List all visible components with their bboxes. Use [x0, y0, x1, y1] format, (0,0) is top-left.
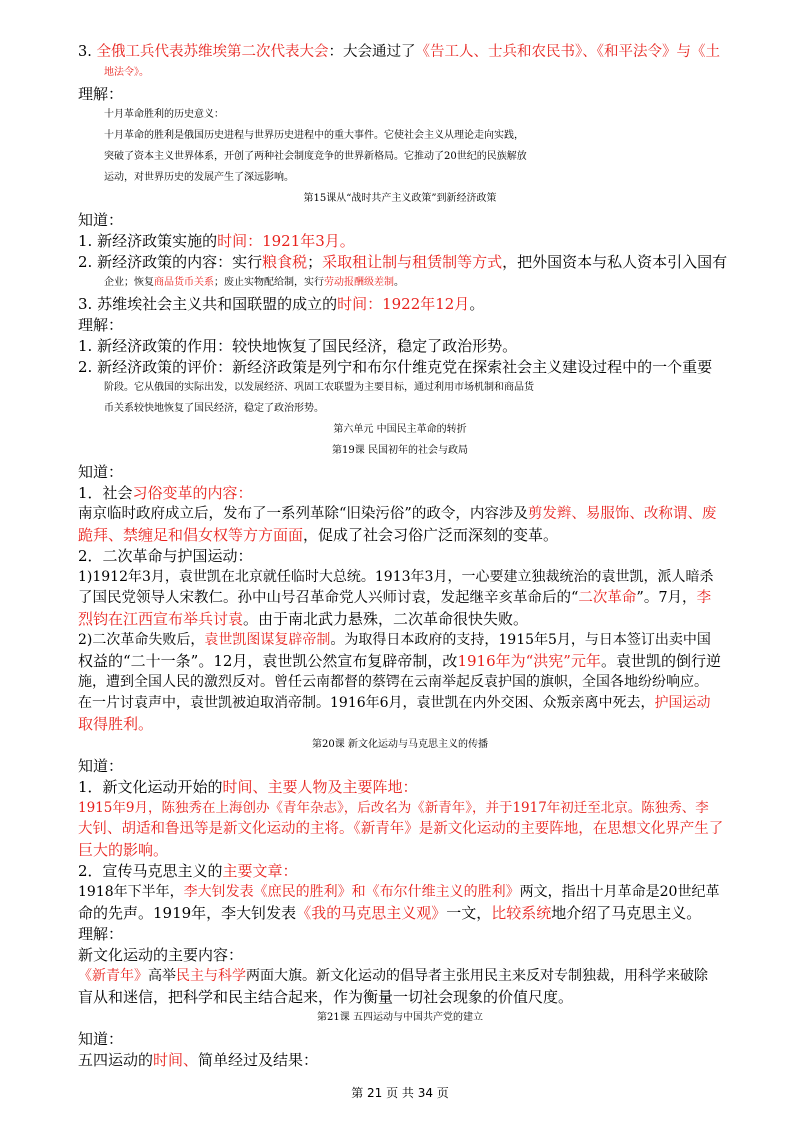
- body-text: 十月革命胜利的历史意义：: [104, 109, 224, 120]
- body-text: 理解：: [78, 85, 124, 103]
- body-text: 五四运动的: [78, 1051, 154, 1069]
- body-text: 3. 苏维埃社会主义共和国联盟的成立的: [78, 295, 338, 313]
- body-text: ；: [307, 253, 323, 271]
- highlighted-text: 时间、主要人物及主要阵地：: [222, 778, 418, 796]
- body-text: 知道：: [78, 463, 124, 481]
- body-text: 2．二次革命与护国运动：: [78, 547, 253, 565]
- highlighted-text: 商品货币关系: [154, 277, 214, 288]
- body-text: 知道：: [78, 211, 124, 229]
- body-text: 。: [394, 277, 404, 288]
- body-text: 两文，指出十月革命是20世纪革: [519, 884, 720, 900]
- body-text: 第20课 新文化运动与马克思主义的传播: [312, 739, 488, 750]
- highlighted-text: 《我的马克思主义观》: [296, 904, 447, 922]
- body-text: 两面大旗。新文化运动的倡导者主张用民主来反对专制独裁，用科学来破除: [246, 968, 708, 984]
- body-text: 突破了资本主义世界体系，开创了两种社会制度竞争的世界新格局。它推动了20世纪的民族解放: [104, 151, 527, 162]
- body-text: 一文，: [446, 904, 492, 922]
- body-text: 权益的“二十一条”。12月，袁世凯公然宣布复辟帝制，改: [78, 652, 458, 670]
- highlighted-text: 时间：1921年3月。: [217, 232, 355, 250]
- body-text: 第六单元 中国民主革命的转折: [333, 424, 467, 435]
- body-text: 高举: [148, 968, 176, 984]
- body-text: 了国民党领导人宋教仁。孙中山号召革命党人兴师讨袁，发起继辛亥革命后的“: [78, 590, 579, 606]
- highlighted-text: 李: [696, 590, 712, 606]
- highlighted-text: 1915年9月，陈独秀在上海创办《青年杂志》，后改名为《新青年》，并于1917年初迁至北京。陈独秀、李: [78, 800, 709, 816]
- body-text: 1918年下半年，: [78, 884, 184, 900]
- body-text: 。袁世凯的倒行逆: [600, 652, 721, 670]
- highlighted-text: 跪拜、禁缠足和倡女权等方方面面: [78, 526, 304, 544]
- body-text: 1)1912年3月，袁世凯在北京就任临时大总统。1913年3月，一心要建立独裁统治的袁世凯，派人暗杀: [78, 569, 714, 585]
- highlighted-text: 巨大的影响。: [78, 841, 169, 859]
- highlighted-text: 民主与科学: [176, 968, 246, 984]
- highlighted-text: 地法令》。: [104, 67, 149, 78]
- body-text: 第15课从“战时共产主义政策”到新经济政策: [303, 193, 497, 204]
- body-text: 2)二次革命失败后，: [78, 632, 205, 648]
- body-text: ：大会通过了: [328, 44, 416, 60]
- highlighted-text: 二次革命: [578, 590, 637, 606]
- highlighted-text: 习俗变革的内容：: [132, 484, 253, 502]
- highlighted-text: 粮食税: [262, 253, 308, 271]
- highlighted-text: 比较系统: [491, 904, 552, 922]
- body-text: 十月革命的胜利是俄国历史进程与世界历史进程中的重大事件。它使社会主义从理论走向实践，: [104, 130, 524, 141]
- body-text: 1. 新经济政策的作用：较快地恢复了国民经济，稳定了政治形势。: [78, 337, 518, 355]
- body-text: 。: [469, 295, 485, 313]
- body-text: 3.: [78, 44, 97, 60]
- body-text: ”。7月，: [636, 590, 697, 606]
- body-text: 南京临时政府成立后，发布了一系列革除“旧染污俗”的政令，内容涉及: [78, 506, 528, 522]
- body-text: 新文化运动的主要内容：: [78, 946, 244, 964]
- body-text: 。为取得日本政府的支持，1915年5月，与日本签订出卖中国: [330, 632, 711, 648]
- highlighted-text: 劳动报酬级差制: [324, 277, 394, 288]
- highlighted-text: 采取租让制与租赁制等方式: [322, 253, 503, 271]
- body-text: 理解：: [78, 316, 124, 334]
- body-text: 理解：: [78, 925, 124, 943]
- body-text: ，把外国资本与私人资本引入国有: [502, 253, 728, 271]
- highlighted-text: 《新青年》: [78, 968, 148, 984]
- body-text: 企业；恢复: [104, 277, 154, 288]
- highlighted-text: 剪发辫、易服饰、改称谓、废: [527, 506, 717, 522]
- body-text: 命的先声。1919年，李大钊发表: [78, 904, 297, 922]
- body-text: 第21课 五四运动与中国共产党的建立: [317, 1012, 483, 1023]
- page-footer: 第 21 页 共 34 页: [351, 1086, 449, 1100]
- body-text: 知道：: [78, 1030, 124, 1048]
- body-text: 盲从和迷信，把科学和民主结合起来，作为衡量一切社会现象的价值尺度。: [78, 988, 574, 1006]
- body-text: 第19课 民国初年的社会与政局: [332, 445, 468, 456]
- highlighted-text: 主要文章：: [222, 862, 298, 880]
- highlighted-text: 《告工人、士兵和农民书》、《和平法令》与《土: [415, 44, 720, 60]
- body-text: 运动，对世界历史的发展产生了深远影响。: [104, 172, 294, 183]
- body-text: ；废止实物配给制，实行: [214, 277, 324, 288]
- body-text: 1．社会: [78, 484, 133, 502]
- body-text: 2．宣传马克思主义的: [78, 862, 223, 880]
- highlighted-text: 护国运动: [654, 695, 711, 711]
- highlighted-text: 袁世凯图谋复辟帝制: [204, 632, 331, 648]
- highlighted-text: 大钊、胡适和鲁迅等是新文化运动的主将。《新青年》是新文化运动的主要阵地，在思想文化界产生了: [78, 821, 724, 837]
- body-text: 知道：: [78, 757, 124, 775]
- body-text: 地介绍了马克思主义。: [551, 904, 702, 922]
- body-text: 1．新文化运动开始的: [78, 778, 223, 796]
- body-text: 。由于南北武力悬殊，二次革命很快失败。: [243, 610, 529, 628]
- highlighted-text: 烈钧在江西宣布举兵讨袁: [78, 610, 244, 628]
- body-text: 阶段。它从俄国的实际出发，以发展经济、巩固工农联盟为主要目标，通过利用市场机制和商品货: [104, 382, 534, 393]
- highlighted-text: 1916年为“洪宪”元年: [457, 652, 601, 670]
- body-text: 简单经过及结果：: [198, 1051, 319, 1069]
- body-text: 2. 新经济政策的评价：新经济政策是列宁和布尔什维克党在探索社会主义建设过程中的一个重要: [78, 358, 713, 376]
- highlighted-text: 全俄工兵代表苏维埃第二次代表大会: [96, 44, 329, 60]
- highlighted-text: 李大钊发表《庶民的胜利》和《布尔什维主义的胜利》: [183, 884, 520, 900]
- body-text: 1. 新经济政策实施的: [78, 232, 218, 250]
- body-text: 币关系较快地恢复了国民经济，稳定了政治形势。: [104, 403, 324, 414]
- highlighted-text: 时间：1922年12月: [337, 295, 470, 313]
- body-text: 2. 新经济政策的内容：实行: [78, 253, 263, 271]
- body-text: ，促成了社会习俗广泛而深刻的变革。: [303, 526, 559, 544]
- highlighted-text: 取得胜利。: [78, 715, 154, 733]
- highlighted-text: 时间、: [153, 1051, 199, 1069]
- body-text: 施，遭到全国人民的激烈反对。曾任云南都督的蔡锷在云南举起反袁护国的旗帜，全国各地纷纷响应。: [78, 674, 708, 690]
- text-line: [78, 1048, 728, 1072]
- body-text: 在一片讨袁声中，袁世凯被迫取消帝制。1916年6月，袁世凯在内外交困、众叛亲离中死去，: [78, 695, 655, 711]
